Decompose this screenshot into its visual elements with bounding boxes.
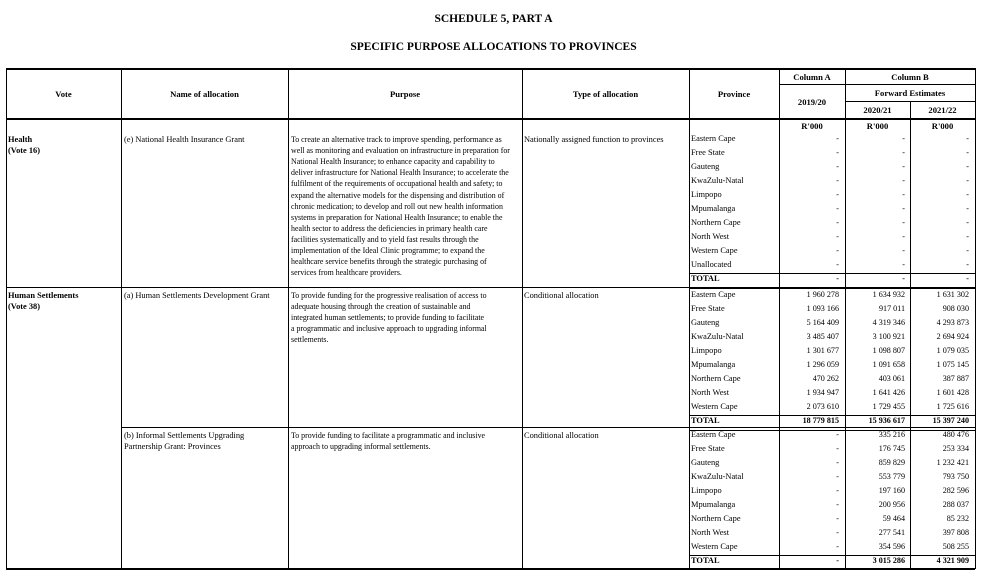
- value-2021-22: 480 476: [942, 430, 969, 439]
- schedule-subtitle: SPECIFIC PURPOSE ALLOCATIONS TO PROVINCES: [350, 41, 637, 53]
- table-rule: [6, 569, 975, 570]
- value-2021-22: 288 037: [942, 500, 969, 509]
- value-2020-21: 1 634 932: [872, 290, 905, 299]
- vote-number: (Vote 38): [8, 302, 41, 311]
- value-2021-22: -: [966, 246, 969, 255]
- value-2019-20: 5 164 409: [806, 318, 839, 327]
- purpose-line: facilities systematically and to yield fast results through the: [291, 234, 479, 244]
- purpose-line: a programmatic and inclusive approach to upgrading informal: [291, 324, 487, 334]
- purpose-line: healthcare service benefits through the strategic purchasing of: [291, 257, 487, 267]
- allocation-name: (a) Human Settlements Development Grant: [124, 291, 270, 300]
- province-name: Free State: [691, 444, 725, 453]
- value-2021-22: -: [966, 204, 969, 213]
- column-a-header: Column A: [793, 72, 831, 82]
- value-2019-20: 3 485 407: [806, 332, 839, 341]
- value-2021-22: -: [966, 176, 969, 185]
- year-2020-header: 2020/21: [863, 105, 892, 115]
- table-rule: [689, 68, 690, 569]
- group-separator: [121, 427, 975, 428]
- purpose-line: expand the alternative models for the dispensing and distribution of: [291, 190, 505, 200]
- value-2020-21: 403 061: [878, 374, 905, 383]
- value-2020-21: 197 160: [878, 486, 905, 495]
- value-2020-21: -: [902, 274, 905, 283]
- vote-number: (Vote 16): [8, 146, 41, 155]
- table-rule: [288, 68, 289, 569]
- total-label: TOTAL: [691, 416, 720, 425]
- type-header: Type of allocation: [572, 89, 639, 99]
- value-2019-20: -: [836, 232, 839, 241]
- value-2019-20: 1 960 278: [806, 290, 839, 299]
- value-2019-20: 1 934 947: [806, 388, 839, 397]
- value-2020-21: -: [902, 204, 905, 213]
- value-2020-21: -: [902, 190, 905, 199]
- purpose-line: health sector to address the deficiencies in primary health care: [291, 223, 488, 233]
- province-name: Gauteng: [691, 458, 720, 467]
- province-header: Province: [717, 89, 751, 99]
- value-2019-20: -: [836, 148, 839, 157]
- value-2020-21: -: [902, 260, 905, 269]
- year-2019-header: 2019/20: [797, 97, 827, 107]
- name-header: Name of allocation: [170, 89, 239, 99]
- table-rule: [522, 68, 523, 569]
- value-2020-21: 176 745: [878, 444, 905, 453]
- province-name: Mpumalanga: [691, 500, 736, 509]
- province-name: Gauteng: [691, 318, 720, 327]
- value-2021-22: -: [966, 260, 969, 269]
- province-name: North West: [691, 232, 730, 241]
- value-2021-22: -: [966, 218, 969, 227]
- value-2019-20: 470 262: [812, 374, 839, 383]
- value-2020-21: 4 319 346: [872, 318, 905, 327]
- value-2020-21: -: [902, 176, 905, 185]
- value-2020-21: 3 100 921: [872, 332, 905, 341]
- value-2019-20: -: [836, 218, 839, 227]
- table-rule: [6, 119, 975, 120]
- value-2020-21: 3 015 286: [872, 556, 905, 565]
- value-2019-20: -: [836, 528, 839, 537]
- table-rule: [121, 68, 122, 569]
- purpose-line: well as monitoring and evaluation on infrastructure in preparation for: [291, 146, 510, 156]
- value-2019-20: -: [836, 500, 839, 509]
- value-2019-20: -: [836, 246, 839, 255]
- value-2020-21: 335 216: [878, 430, 905, 439]
- value-2019-20: -: [836, 514, 839, 523]
- purpose-header: Purpose: [389, 89, 421, 99]
- value-2021-22: 1 725 616: [936, 402, 969, 411]
- province-name: Unallocated: [691, 260, 732, 269]
- province-name: KwaZulu-Natal: [691, 472, 744, 481]
- purpose-line: adequate housing through the creation of sustainable and: [291, 302, 471, 312]
- table-rule: [6, 68, 7, 569]
- value-2019-20: 1 296 059: [806, 360, 839, 369]
- value-2019-20: -: [836, 134, 839, 143]
- value-2021-22: 4 293 873: [936, 318, 969, 327]
- purpose-line: integrated human settlements; to provide funding to facilitate: [291, 313, 485, 323]
- province-name: Free State: [691, 148, 725, 157]
- value-2021-22: 1 601 428: [936, 388, 969, 397]
- province-name: Western Cape: [691, 542, 738, 551]
- value-2021-22: -: [966, 232, 969, 241]
- value-2021-22: -: [966, 148, 969, 157]
- province-name: KwaZulu-Natal: [691, 176, 744, 185]
- value-2019-20: -: [836, 486, 839, 495]
- purpose-line: services from healthcare providers.: [291, 268, 402, 278]
- value-2019-20: 2 073 610: [806, 402, 839, 411]
- allocation-type: Conditional allocation: [524, 291, 599, 300]
- value-2020-21: 1 729 455: [872, 402, 905, 411]
- value-2019-20: -: [836, 430, 839, 439]
- value-2021-22: 1 631 302: [936, 290, 969, 299]
- year-2021-header: 2021/22: [928, 105, 957, 115]
- value-2019-20: 18 779 815: [802, 416, 839, 425]
- value-2019-20: -: [836, 472, 839, 481]
- province-name: Northern Cape: [691, 374, 741, 383]
- province-name: Western Cape: [691, 402, 738, 411]
- value-2021-22: 508 255: [942, 542, 969, 551]
- province-name: Western Cape: [691, 246, 738, 255]
- value-2019-20: 1 301 677: [806, 346, 839, 355]
- province-name: Limpopo: [691, 190, 722, 199]
- vote-name: Health: [8, 135, 33, 144]
- unit-label-b2: R'000: [931, 121, 954, 131]
- province-name: Mpumalanga: [691, 360, 736, 369]
- purpose-line: implementation of the Ideal Clinic programme; to expand the: [291, 246, 485, 255]
- value-2020-21: -: [902, 162, 905, 171]
- value-2019-20: -: [836, 176, 839, 185]
- value-2020-21: 200 956: [878, 500, 905, 509]
- value-2019-20: -: [836, 542, 839, 551]
- table-rule: [6, 69, 975, 70]
- value-2020-21: 15 936 617: [868, 416, 905, 425]
- purpose-line: settlements.: [291, 335, 329, 345]
- total-label: TOTAL: [691, 274, 720, 283]
- value-2021-22: 4 321 909: [936, 556, 969, 565]
- value-2021-22: 908 030: [942, 304, 969, 313]
- province-name: Eastern Cape: [691, 134, 736, 143]
- value-2020-21: -: [902, 246, 905, 255]
- value-2021-22: -: [966, 274, 969, 283]
- column-label-rule: [779, 84, 975, 85]
- value-2021-22: 282 596: [942, 486, 969, 495]
- province-name: Limpopo: [691, 346, 722, 355]
- allocation-name: (e) National Health Insurance Grant: [124, 135, 245, 144]
- allocation-name: (b) Informal Settlements Upgrading: [124, 431, 245, 440]
- purpose-line: systems in preparation for National Health Insurance; to enable the: [291, 212, 503, 222]
- purpose-line: deliver infrastructure for National Health Insurance; to accelerate the: [291, 168, 509, 178]
- value-2021-22: -: [966, 134, 969, 143]
- value-2020-21: 917 011: [878, 304, 905, 313]
- value-2020-21: -: [902, 134, 905, 143]
- value-2020-21: 354 596: [878, 542, 905, 551]
- value-2021-22: -: [966, 190, 969, 199]
- forward-estimates-header: Forward Estimates: [874, 88, 946, 98]
- purpose-line: chronic medication; to develop and roll out new health information: [291, 201, 503, 211]
- value-2019-20: -: [836, 162, 839, 171]
- value-2021-22: 397 808: [942, 528, 969, 537]
- province-name: Limpopo: [691, 486, 722, 495]
- value-2019-20: -: [836, 204, 839, 213]
- value-2019-20: -: [836, 458, 839, 467]
- value-2021-22: 85 232: [946, 514, 969, 523]
- total-row-bottom-rule: [689, 288, 975, 289]
- value-2019-20: -: [836, 190, 839, 199]
- value-2020-21: -: [902, 232, 905, 241]
- vote-header: Vote: [55, 89, 72, 99]
- allocation-type: Conditional allocation: [524, 431, 599, 440]
- purpose-line: fulfilment of the requirements of occupational health and safety; to: [291, 179, 503, 189]
- allocation-type: Nationally assigned function to provinces: [524, 135, 664, 144]
- province-name: North West: [691, 388, 730, 397]
- province-name: Eastern Cape: [691, 290, 736, 299]
- purpose-line: To provide funding for the progressive realisation of access to: [291, 291, 487, 300]
- value-2021-22: 2 694 924: [936, 332, 969, 341]
- value-2020-21: 1 098 807: [872, 346, 905, 355]
- province-name: Northern Cape: [691, 514, 741, 523]
- unit-label-a: R'000: [801, 121, 823, 131]
- value-2021-22: 1 232 421: [936, 458, 969, 467]
- allocation-name-line2: Partnership Grant: Provinces: [124, 442, 221, 451]
- column-b-header: Column B: [891, 72, 929, 82]
- value-2020-21: 277 541: [878, 528, 905, 537]
- schedule-title: SCHEDULE 5, PART A: [434, 13, 553, 25]
- value-2020-21: 553 779: [878, 472, 905, 481]
- value-2019-20: -: [836, 556, 839, 565]
- value-2020-21: -: [902, 148, 905, 157]
- province-name: KwaZulu-Natal: [691, 332, 744, 341]
- value-2021-22: -: [966, 162, 969, 171]
- value-2019-20: -: [836, 260, 839, 269]
- purpose-line: National Health Insurance; to enhance capacity and capability to: [291, 157, 495, 167]
- unit-label-b1: R'000: [866, 121, 889, 131]
- value-2020-21: 1 641 426: [872, 388, 905, 397]
- value-2021-22: 253 334: [942, 444, 969, 453]
- province-name: Northern Cape: [691, 218, 741, 227]
- value-2020-21: 859 829: [878, 458, 905, 467]
- purpose-line: approach to upgrading informal settlements.: [291, 442, 431, 452]
- purpose-line: To provide funding to facilitate a programmatic and inclusive: [291, 431, 486, 440]
- purpose-line: To create an alternative track to improve spending, performance as: [291, 135, 502, 144]
- value-2021-22: 1 079 035: [936, 346, 969, 355]
- province-name: Mpumalanga: [691, 204, 736, 213]
- value-2021-22: 1 075 145: [936, 360, 969, 369]
- value-2021-22: 15 397 240: [932, 416, 969, 425]
- vote-name: Human Settlements: [8, 291, 79, 300]
- value-2020-21: -: [902, 218, 905, 227]
- value-2021-22: 387 887: [942, 374, 969, 383]
- table-rule: [975, 68, 976, 569]
- province-name: Eastern Cape: [691, 430, 736, 439]
- value-2019-20: 1 093 166: [806, 304, 839, 313]
- value-2021-22: 793 750: [942, 472, 969, 481]
- total-label: TOTAL: [691, 556, 720, 565]
- province-name: Free State: [691, 304, 725, 313]
- province-name: Gauteng: [691, 162, 720, 171]
- value-2019-20: -: [836, 444, 839, 453]
- value-2020-21: 59 464: [882, 514, 905, 523]
- province-name: North West: [691, 528, 730, 537]
- value-2019-20: -: [836, 274, 839, 283]
- value-2020-21: 1 091 658: [872, 360, 905, 369]
